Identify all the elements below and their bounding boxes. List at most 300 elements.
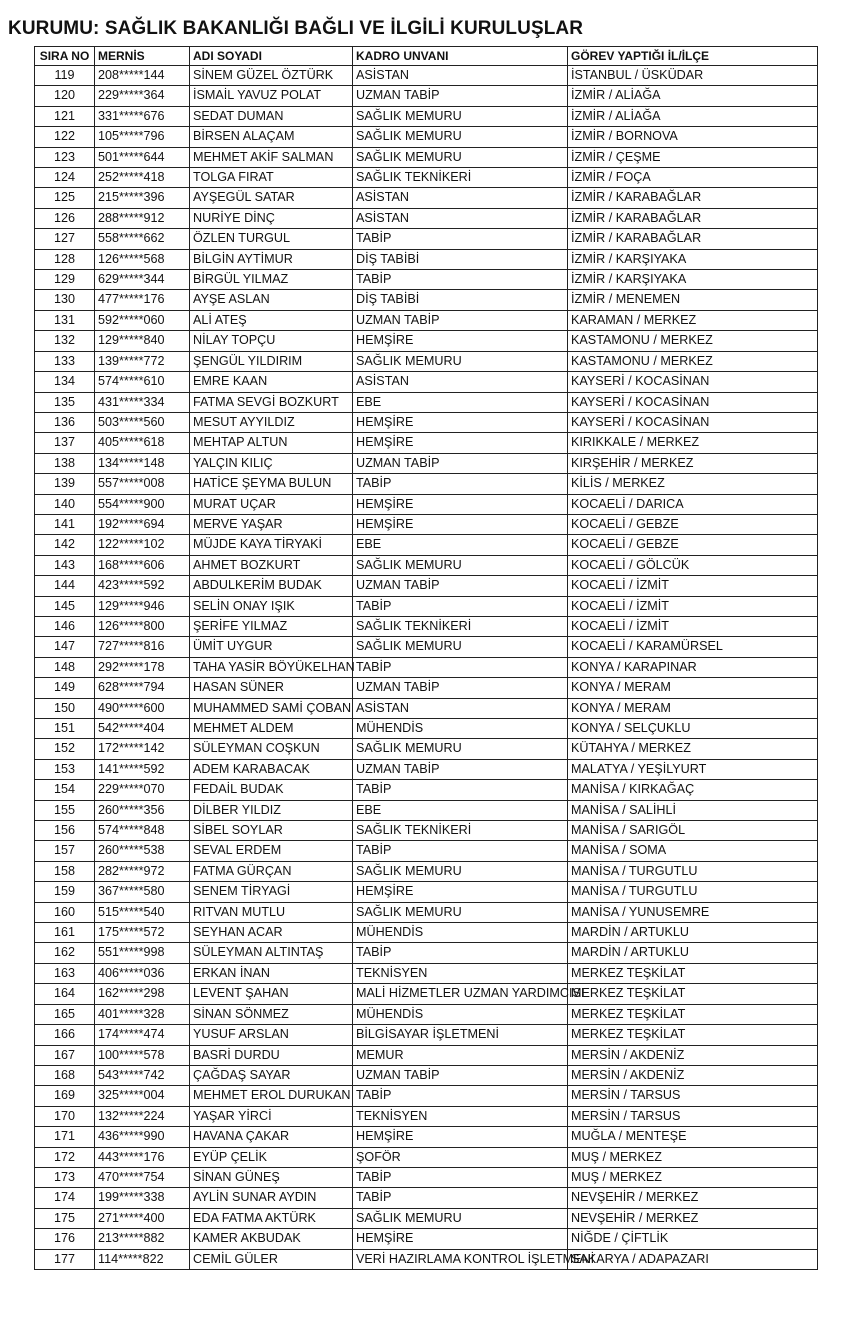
- cell-adi-soyadi: MÜJDE KAYA TİRYAKİ: [190, 535, 353, 555]
- cell-adi-soyadi: YUSUF ARSLAN: [190, 1025, 353, 1045]
- cell-adi-soyadi: ADEM KARABACAK: [190, 759, 353, 779]
- cell-sira-no: 139: [35, 474, 95, 494]
- cell-gorev-yeri: KONYA / MERAM: [568, 678, 818, 698]
- cell-gorev-yeri: MANİSA / TURGUTLU: [568, 861, 818, 881]
- cell-mernis: 199*****338: [95, 1188, 190, 1208]
- table-row: [35, 514, 818, 534]
- cell-gorev-yeri: İZMİR / BORNOVA: [568, 127, 818, 147]
- cell-mernis: 436*****990: [95, 1127, 190, 1147]
- cell-mernis: 503*****560: [95, 412, 190, 432]
- cell-adi-soyadi: LEVENT ŞAHAN: [190, 984, 353, 1004]
- cell-mernis: 175*****572: [95, 923, 190, 943]
- cell-mernis: 126*****568: [95, 249, 190, 269]
- cell-gorev-yeri: KOCAELİ / İZMİT: [568, 596, 818, 616]
- cell-gorev-yeri: KARAMAN / MERKEZ: [568, 310, 818, 330]
- cell-sira-no: 165: [35, 1004, 95, 1024]
- cell-mernis: 727*****816: [95, 637, 190, 657]
- cell-adi-soyadi: AHMET BOZKURT: [190, 555, 353, 575]
- cell-gorev-yeri: KAYSERİ / KOCASİNAN: [568, 372, 818, 392]
- table-row: [35, 637, 818, 657]
- cell-sira-no: 162: [35, 943, 95, 963]
- cell-gorev-yeri: MERKEZ TEŞKİLAT: [568, 1025, 818, 1045]
- cell-mernis: 477*****176: [95, 290, 190, 310]
- cell-mernis: 126*****800: [95, 616, 190, 636]
- table-row: [35, 1229, 818, 1249]
- cell-gorev-yeri: MANİSA / SALİHLİ: [568, 800, 818, 820]
- cell-kadro-unvani: TABİP: [353, 1086, 568, 1106]
- cell-mernis: 551*****998: [95, 943, 190, 963]
- cell-sira-no: 137: [35, 433, 95, 453]
- cell-adi-soyadi: HATİCE ŞEYMA BULUN: [190, 474, 353, 494]
- cell-gorev-yeri: İZMİR / ALİAĞA: [568, 106, 818, 126]
- cell-kadro-unvani: UZMAN TABİP: [353, 453, 568, 473]
- cell-kadro-unvani: HEMŞİRE: [353, 514, 568, 534]
- table-row: [35, 208, 818, 228]
- cell-adi-soyadi: AYLİN SUNAR AYDIN: [190, 1188, 353, 1208]
- table-row: [35, 1208, 818, 1228]
- table-row: [35, 780, 818, 800]
- table-row: [35, 453, 818, 473]
- table-row: [35, 535, 818, 555]
- cell-mernis: 208*****144: [95, 66, 190, 86]
- cell-mernis: 574*****848: [95, 821, 190, 841]
- cell-kadro-unvani: SAĞLIK TEKNİKERİ: [353, 168, 568, 188]
- table-row: [35, 1045, 818, 1065]
- cell-kadro-unvani: TABİP: [353, 596, 568, 616]
- cell-mernis: 490*****600: [95, 698, 190, 718]
- cell-gorev-yeri: İZMİR / KARABAĞLAR: [568, 229, 818, 249]
- table-row: [35, 494, 818, 514]
- cell-adi-soyadi: TOLGA FIRAT: [190, 168, 353, 188]
- cell-kadro-unvani: MÜHENDİS: [353, 1004, 568, 1024]
- table-row: [35, 1004, 818, 1024]
- cell-kadro-unvani: BİLGİSAYAR İŞLETMENİ: [353, 1025, 568, 1045]
- cell-gorev-yeri: MERSİN / TARSUS: [568, 1106, 818, 1126]
- cell-adi-soyadi: FATMA SEVGİ BOZKURT: [190, 392, 353, 412]
- table-row: [35, 331, 818, 351]
- cell-adi-soyadi: SEDAT DUMAN: [190, 106, 353, 126]
- cell-gorev-yeri: İZMİR / ALİAĞA: [568, 86, 818, 106]
- cell-gorev-yeri: MERKEZ TEŞKİLAT: [568, 1004, 818, 1024]
- cell-gorev-yeri: MUŞ / MERKEZ: [568, 1147, 818, 1167]
- cell-kadro-unvani: SAĞLIK TEKNİKERİ: [353, 821, 568, 841]
- table-row: [35, 1167, 818, 1187]
- cell-adi-soyadi: SELİN ONAY IŞIK: [190, 596, 353, 616]
- cell-sira-no: 166: [35, 1025, 95, 1045]
- cell-sira-no: 154: [35, 780, 95, 800]
- cell-kadro-unvani: SAĞLIK MEMURU: [353, 902, 568, 922]
- cell-gorev-yeri: NİĞDE / ÇİFTLİK: [568, 1229, 818, 1249]
- table-row: [35, 555, 818, 575]
- cell-gorev-yeri: KIRIKKALE / MERKEZ: [568, 433, 818, 453]
- cell-sira-no: 175: [35, 1208, 95, 1228]
- cell-mernis: 122*****102: [95, 535, 190, 555]
- table-row: [35, 310, 818, 330]
- cell-adi-soyadi: ŞENGÜL YILDIRIM: [190, 351, 353, 371]
- cell-kadro-unvani: SAĞLIK MEMURU: [353, 106, 568, 126]
- cell-gorev-yeri: KONYA / SELÇUKLU: [568, 719, 818, 739]
- cell-adi-soyadi: ALİ ATEŞ: [190, 310, 353, 330]
- cell-gorev-yeri: MANİSA / SOMA: [568, 841, 818, 861]
- cell-gorev-yeri: İZMİR / FOÇA: [568, 168, 818, 188]
- cell-mernis: 260*****538: [95, 841, 190, 861]
- cell-adi-soyadi: NİLAY TOPÇU: [190, 331, 353, 351]
- table-row: [35, 657, 818, 677]
- table-row: [35, 1147, 818, 1167]
- cell-kadro-unvani: UZMAN TABİP: [353, 1065, 568, 1085]
- cell-kadro-unvani: SAĞLIK MEMURU: [353, 555, 568, 575]
- cell-kadro-unvani: DİŞ TABİBİ: [353, 249, 568, 269]
- cell-adi-soyadi: SİNEM GÜZEL ÖZTÜRK: [190, 66, 353, 86]
- cell-adi-soyadi: SEYHAN ACAR: [190, 923, 353, 943]
- cell-sira-no: 144: [35, 576, 95, 596]
- cell-sira-no: 130: [35, 290, 95, 310]
- cell-adi-soyadi: TAHA YASİR BÖYÜKELHAN: [190, 657, 353, 677]
- cell-sira-no: 159: [35, 882, 95, 902]
- cell-kadro-unvani: TABİP: [353, 780, 568, 800]
- cell-kadro-unvani: UZMAN TABİP: [353, 678, 568, 698]
- cell-kadro-unvani: TABİP: [353, 270, 568, 290]
- cell-adi-soyadi: MEHMET AKİF SALMAN: [190, 147, 353, 167]
- cell-sira-no: 128: [35, 249, 95, 269]
- cell-mernis: 229*****070: [95, 780, 190, 800]
- cell-gorev-yeri: KOCAELİ / GÖLCÜK: [568, 555, 818, 575]
- table-row: [35, 229, 818, 249]
- table-row: [35, 1025, 818, 1045]
- cell-gorev-yeri: SAKARYA / ADAPAZARI: [568, 1249, 818, 1269]
- table-row: [35, 372, 818, 392]
- cell-gorev-yeri: KONYA / MERAM: [568, 698, 818, 718]
- cell-mernis: 401*****328: [95, 1004, 190, 1024]
- cell-kadro-unvani: VERİ HAZIRLAMA KONTROL İŞLETMENİ: [353, 1249, 568, 1269]
- cell-gorev-yeri: MERSİN / AKDENİZ: [568, 1045, 818, 1065]
- cell-sira-no: 155: [35, 800, 95, 820]
- cell-kadro-unvani: SAĞLIK MEMURU: [353, 861, 568, 881]
- cell-kadro-unvani: TABİP: [353, 1167, 568, 1187]
- cell-adi-soyadi: SEVAL ERDEM: [190, 841, 353, 861]
- cell-adi-soyadi: MEHMET EROL DURUKAN: [190, 1086, 353, 1106]
- cell-kadro-unvani: TEKNİSYEN: [353, 1106, 568, 1126]
- cell-kadro-unvani: HEMŞİRE: [353, 1127, 568, 1147]
- cell-adi-soyadi: KAMER AKBUDAK: [190, 1229, 353, 1249]
- table-row: [35, 576, 818, 596]
- cell-sira-no: 171: [35, 1127, 95, 1147]
- table-row: [35, 739, 818, 759]
- cell-kadro-unvani: HEMŞİRE: [353, 433, 568, 453]
- cell-adi-soyadi: NURİYE DİNÇ: [190, 208, 353, 228]
- cell-sira-no: 133: [35, 351, 95, 371]
- table-row: [35, 698, 818, 718]
- cell-mernis: 114*****822: [95, 1249, 190, 1269]
- cell-mernis: 129*****946: [95, 596, 190, 616]
- cell-mernis: 172*****142: [95, 739, 190, 759]
- cell-kadro-unvani: TABİP: [353, 943, 568, 963]
- cell-sira-no: 156: [35, 821, 95, 841]
- cell-gorev-yeri: MANİSA / TURGUTLU: [568, 882, 818, 902]
- cell-sira-no: 146: [35, 616, 95, 636]
- cell-sira-no: 173: [35, 1167, 95, 1187]
- cell-kadro-unvani: MÜHENDİS: [353, 923, 568, 943]
- cell-adi-soyadi: MEHTAP ALTUN: [190, 433, 353, 453]
- table-row: [35, 351, 818, 371]
- cell-adi-soyadi: İSMAİL YAVUZ POLAT: [190, 86, 353, 106]
- cell-gorev-yeri: KOCAELİ / GEBZE: [568, 535, 818, 555]
- cell-kadro-unvani: UZMAN TABİP: [353, 576, 568, 596]
- cell-gorev-yeri: İZMİR / KARŞIYAKA: [568, 270, 818, 290]
- cell-kadro-unvani: HEMŞİRE: [353, 882, 568, 902]
- cell-mernis: 271*****400: [95, 1208, 190, 1228]
- cell-gorev-yeri: KÜTAHYA / MERKEZ: [568, 739, 818, 759]
- cell-sira-no: 167: [35, 1045, 95, 1065]
- table-row: [35, 106, 818, 126]
- cell-mernis: 260*****356: [95, 800, 190, 820]
- cell-gorev-yeri: KOCAELİ / İZMİT: [568, 576, 818, 596]
- cell-gorev-yeri: KIRŞEHİR / MERKEZ: [568, 453, 818, 473]
- table-body: [35, 66, 818, 1270]
- cell-mernis: 542*****404: [95, 719, 190, 739]
- cell-adi-soyadi: AYŞEGÜL SATAR: [190, 188, 353, 208]
- cell-sira-no: 121: [35, 106, 95, 126]
- table-row: [35, 861, 818, 881]
- cell-adi-soyadi: MURAT UÇAR: [190, 494, 353, 514]
- table-row: [35, 821, 818, 841]
- cell-adi-soyadi: BİRGÜL YILMAZ: [190, 270, 353, 290]
- cell-adi-soyadi: AYŞE ASLAN: [190, 290, 353, 310]
- cell-adi-soyadi: EDA FATMA AKTÜRK: [190, 1208, 353, 1228]
- cell-kadro-unvani: HEMŞİRE: [353, 1229, 568, 1249]
- cell-sira-no: 143: [35, 555, 95, 575]
- cell-sira-no: 136: [35, 412, 95, 432]
- cell-gorev-yeri: İZMİR / KARABAĞLAR: [568, 188, 818, 208]
- cell-mernis: 105*****796: [95, 127, 190, 147]
- document-title: KURUMU: SAĞLIK BAKANLIĞI BAĞLI VE İLGİLİ KURULUŞLAR: [8, 18, 584, 39]
- cell-sira-no: 150: [35, 698, 95, 718]
- cell-sira-no: 142: [35, 535, 95, 555]
- cell-adi-soyadi: MERVE YAŞAR: [190, 514, 353, 534]
- cell-gorev-yeri: MANİSA / KIRKAĞAÇ: [568, 780, 818, 800]
- cell-adi-soyadi: YALÇIN KILIÇ: [190, 453, 353, 473]
- cell-gorev-yeri: KASTAMONU / MERKEZ: [568, 331, 818, 351]
- table-row: [35, 678, 818, 698]
- cell-adi-soyadi: BİRSEN ALAÇAM: [190, 127, 353, 147]
- header-sira-no: SIRA NO: [35, 47, 95, 66]
- cell-kadro-unvani: TABİP: [353, 474, 568, 494]
- table-row: [35, 943, 818, 963]
- cell-adi-soyadi: CEMİL GÜLER: [190, 1249, 353, 1269]
- cell-mernis: 282*****972: [95, 861, 190, 881]
- cell-gorev-yeri: MANİSA / YUNUSEMRE: [568, 902, 818, 922]
- cell-sira-no: 148: [35, 657, 95, 677]
- cell-sira-no: 135: [35, 392, 95, 412]
- cell-sira-no: 134: [35, 372, 95, 392]
- cell-kadro-unvani: MÜHENDİS: [353, 719, 568, 739]
- cell-mernis: 100*****578: [95, 1045, 190, 1065]
- cell-adi-soyadi: SÜLEYMAN COŞKUN: [190, 739, 353, 759]
- cell-kadro-unvani: ASİSTAN: [353, 208, 568, 228]
- cell-adi-soyadi: ÜMİT UYGUR: [190, 637, 353, 657]
- cell-sira-no: 168: [35, 1065, 95, 1085]
- table-row: [35, 902, 818, 922]
- cell-gorev-yeri: MERKEZ TEŞKİLAT: [568, 963, 818, 983]
- cell-adi-soyadi: MESUT AYYILDIZ: [190, 412, 353, 432]
- table-row: [35, 290, 818, 310]
- table-row: [35, 984, 818, 1004]
- cell-kadro-unvani: SAĞLIK MEMURU: [353, 127, 568, 147]
- cell-mernis: 252*****418: [95, 168, 190, 188]
- cell-mernis: 431*****334: [95, 392, 190, 412]
- cell-kadro-unvani: HEMŞİRE: [353, 412, 568, 432]
- table-row: [35, 759, 818, 779]
- table-row: [35, 433, 818, 453]
- cell-sira-no: 174: [35, 1188, 95, 1208]
- cell-adi-soyadi: ABDULKERİM BUDAK: [190, 576, 353, 596]
- header-mernis: MERNİS: [95, 47, 190, 66]
- cell-sira-no: 157: [35, 841, 95, 861]
- cell-adi-soyadi: EMRE KAAN: [190, 372, 353, 392]
- table-row: [35, 86, 818, 106]
- cell-kadro-unvani: SAĞLIK MEMURU: [353, 739, 568, 759]
- cell-kadro-unvani: ASİSTAN: [353, 698, 568, 718]
- cell-adi-soyadi: BASRİ DURDU: [190, 1045, 353, 1065]
- cell-gorev-yeri: İZMİR / MENEMEN: [568, 290, 818, 310]
- cell-mernis: 574*****610: [95, 372, 190, 392]
- cell-gorev-yeri: KAYSERİ / KOCASİNAN: [568, 412, 818, 432]
- cell-kadro-unvani: ŞOFÖR: [353, 1147, 568, 1167]
- cell-adi-soyadi: YAŞAR YİRCİ: [190, 1106, 353, 1126]
- header-gorev-yeri: GÖREV YAPTIĞI İL/İLÇE: [568, 47, 818, 66]
- cell-gorev-yeri: KİLİS / MERKEZ: [568, 474, 818, 494]
- cell-sira-no: 176: [35, 1229, 95, 1249]
- table-row: [35, 474, 818, 494]
- cell-gorev-yeri: İZMİR / ÇEŞME: [568, 147, 818, 167]
- cell-mernis: 331*****676: [95, 106, 190, 126]
- cell-kadro-unvani: UZMAN TABİP: [353, 310, 568, 330]
- table-row: [35, 1086, 818, 1106]
- cell-mernis: 406*****036: [95, 963, 190, 983]
- cell-gorev-yeri: İSTANBUL / ÜSKÜDAR: [568, 66, 818, 86]
- cell-adi-soyadi: FEDAİL BUDAK: [190, 780, 353, 800]
- cell-kadro-unvani: TABİP: [353, 657, 568, 677]
- table-row: [35, 392, 818, 412]
- cell-sira-no: 132: [35, 331, 95, 351]
- cell-gorev-yeri: MERSİN / AKDENİZ: [568, 1065, 818, 1085]
- cell-mernis: 554*****900: [95, 494, 190, 514]
- cell-adi-soyadi: ÖZLEN TURGUL: [190, 229, 353, 249]
- cell-kadro-unvani: TEKNİSYEN: [353, 963, 568, 983]
- table-header-row: [35, 47, 818, 66]
- cell-kadro-unvani: TABİP: [353, 1188, 568, 1208]
- cell-adi-soyadi: ÇAĞDAŞ SAYAR: [190, 1065, 353, 1085]
- table-row: [35, 923, 818, 943]
- cell-sira-no: 161: [35, 923, 95, 943]
- cell-kadro-unvani: ASİSTAN: [353, 66, 568, 86]
- cell-adi-soyadi: SİBEL SOYLAR: [190, 821, 353, 841]
- cell-mernis: 470*****754: [95, 1167, 190, 1187]
- cell-kadro-unvani: SAĞLIK MEMURU: [353, 351, 568, 371]
- cell-sira-no: 125: [35, 188, 95, 208]
- cell-kadro-unvani: UZMAN TABİP: [353, 759, 568, 779]
- cell-adi-soyadi: MEHMET ALDEM: [190, 719, 353, 739]
- cell-adi-soyadi: SENEM TİRYAGİ: [190, 882, 353, 902]
- cell-sira-no: 177: [35, 1249, 95, 1269]
- cell-kadro-unvani: MEMUR: [353, 1045, 568, 1065]
- cell-kadro-unvani: DİŞ TABİBİ: [353, 290, 568, 310]
- table-row: [35, 168, 818, 188]
- table-row: [35, 1249, 818, 1269]
- cell-adi-soyadi: ŞERİFE YILMAZ: [190, 616, 353, 636]
- table-row: [35, 963, 818, 983]
- cell-adi-soyadi: DİLBER YILDIZ: [190, 800, 353, 820]
- cell-sira-no: 129: [35, 270, 95, 290]
- cell-mernis: 132*****224: [95, 1106, 190, 1126]
- cell-sira-no: 163: [35, 963, 95, 983]
- cell-sira-no: 169: [35, 1086, 95, 1106]
- table-row: [35, 66, 818, 86]
- cell-gorev-yeri: MANİSA / SARIGÖL: [568, 821, 818, 841]
- header-adi-soyadi: ADI SOYADI: [190, 47, 353, 66]
- cell-adi-soyadi: EYÜP ÇELİK: [190, 1147, 353, 1167]
- cell-sira-no: 120: [35, 86, 95, 106]
- table-row: [35, 1065, 818, 1085]
- cell-mernis: 443*****176: [95, 1147, 190, 1167]
- cell-gorev-yeri: KOCAELİ / KARAMÜRSEL: [568, 637, 818, 657]
- cell-sira-no: 145: [35, 596, 95, 616]
- personnel-table: [34, 46, 818, 1270]
- cell-kadro-unvani: SAĞLIK MEMURU: [353, 147, 568, 167]
- cell-mernis: 558*****662: [95, 229, 190, 249]
- cell-gorev-yeri: MALATYA / YEŞİLYURT: [568, 759, 818, 779]
- cell-mernis: 423*****592: [95, 576, 190, 596]
- cell-adi-soyadi: HAVANA ÇAKAR: [190, 1127, 353, 1147]
- cell-sira-no: 152: [35, 739, 95, 759]
- cell-gorev-yeri: MARDİN / ARTUKLU: [568, 943, 818, 963]
- cell-mernis: 325*****004: [95, 1086, 190, 1106]
- cell-kadro-unvani: UZMAN TABİP: [353, 86, 568, 106]
- cell-sira-no: 123: [35, 147, 95, 167]
- table-row: [35, 596, 818, 616]
- cell-mernis: 134*****148: [95, 453, 190, 473]
- cell-gorev-yeri: KONYA / KARAPINAR: [568, 657, 818, 677]
- cell-mernis: 288*****912: [95, 208, 190, 228]
- cell-mernis: 174*****474: [95, 1025, 190, 1045]
- cell-kadro-unvani: TABİP: [353, 841, 568, 861]
- table-row: [35, 800, 818, 820]
- cell-sira-no: 131: [35, 310, 95, 330]
- cell-gorev-yeri: KOCAELİ / İZMİT: [568, 616, 818, 636]
- header-kadro-unvani: KADRO UNVANI: [353, 47, 568, 66]
- cell-gorev-yeri: MARDİN / ARTUKLU: [568, 923, 818, 943]
- cell-sira-no: 158: [35, 861, 95, 881]
- cell-mernis: 628*****794: [95, 678, 190, 698]
- cell-kadro-unvani: MALİ HİZMETLER UZMAN YARDIMCISI: [353, 984, 568, 1004]
- cell-mernis: 162*****298: [95, 984, 190, 1004]
- cell-sira-no: 122: [35, 127, 95, 147]
- table-row: [35, 412, 818, 432]
- table-row: [35, 1188, 818, 1208]
- cell-adi-soyadi: ERKAN İNAN: [190, 963, 353, 983]
- cell-kadro-unvani: ASİSTAN: [353, 372, 568, 392]
- cell-gorev-yeri: KOCAELİ / GEBZE: [568, 514, 818, 534]
- cell-adi-soyadi: SÜLEYMAN ALTINTAŞ: [190, 943, 353, 963]
- table-row: [35, 616, 818, 636]
- table-row: [35, 719, 818, 739]
- cell-mernis: 515*****540: [95, 902, 190, 922]
- cell-mernis: 592*****060: [95, 310, 190, 330]
- cell-sira-no: 141: [35, 514, 95, 534]
- cell-mernis: 367*****580: [95, 882, 190, 902]
- cell-adi-soyadi: MUHAMMED SAMİ ÇOBAN: [190, 698, 353, 718]
- cell-gorev-yeri: NEVŞEHİR / MERKEZ: [568, 1188, 818, 1208]
